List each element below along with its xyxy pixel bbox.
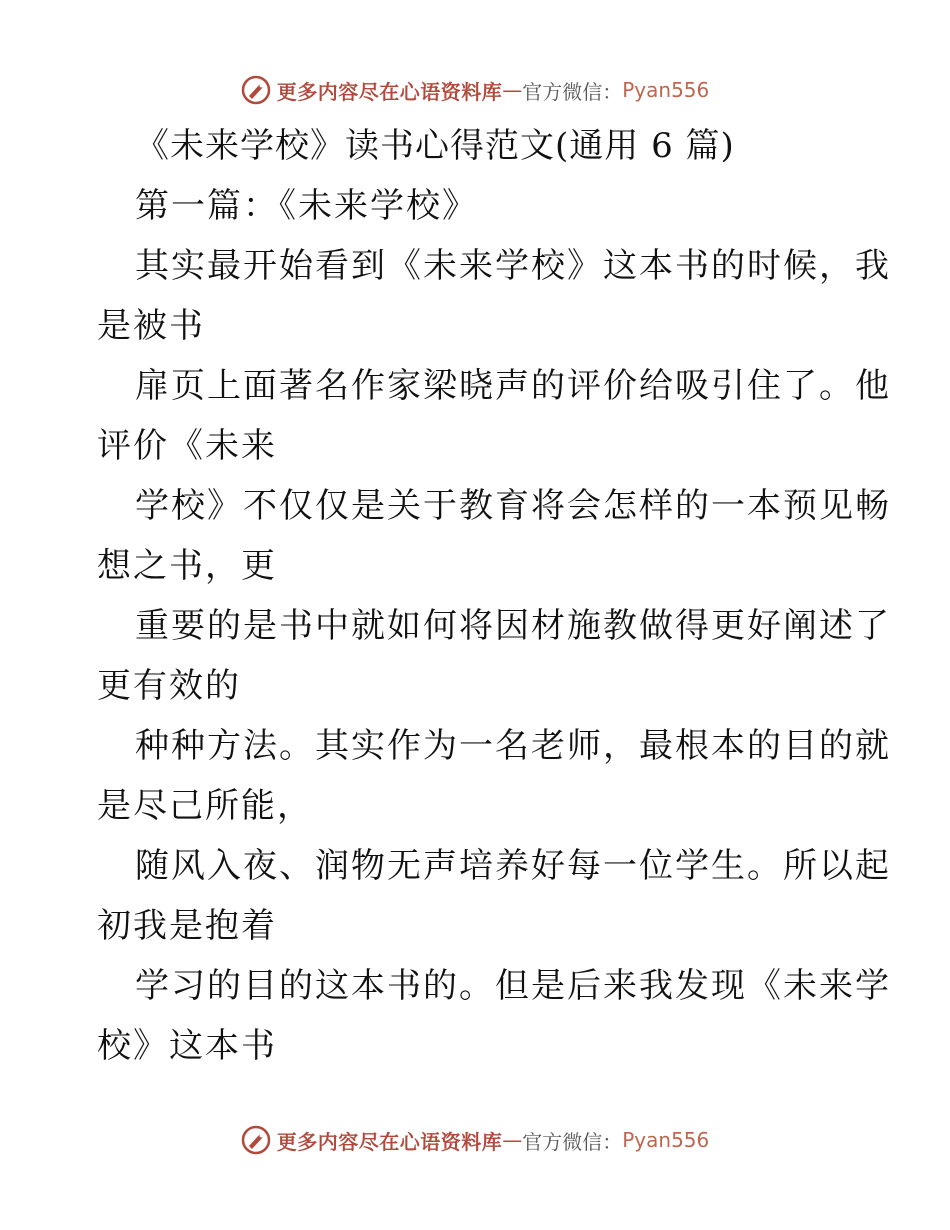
watermark-wechat-id: Pyan556 (622, 78, 710, 102)
document-body (97, 116, 891, 1076)
watermark-dash: — (502, 1128, 523, 1152)
paragraph-line: 是被书 (97, 306, 205, 346)
document-title: 《未来学校》读书心得范文(通用 6 篇) (135, 126, 735, 166)
paragraph-line: 重要的是书中就如何将因材施教做得更好阐述了 (135, 606, 891, 646)
footer-watermark (0, 1120, 950, 1160)
watermark-label: 官方微信： (522, 79, 623, 104)
watermark-site-text: 更多内容尽在心语资料库 (276, 79, 503, 104)
paragraph-line: 学校》不仅仅是关于教育将会怎样的一本预见畅 (135, 486, 891, 526)
paragraph-line: 是尽己所能， (97, 786, 313, 826)
paragraph-line: 评价《未来 (97, 426, 277, 466)
paragraph-line: 扉页上面著名作家梁晓声的评价给吸引住了。他 (135, 366, 891, 406)
pen-logo-icon (241, 1125, 271, 1155)
watermark-wechat-id: Pyan556 (622, 1128, 710, 1152)
watermark-site-text: 更多内容尽在心语资料库 (276, 1129, 503, 1154)
pen-logo-icon (241, 75, 271, 105)
section-heading: 第一篇：《未来学校》 (135, 186, 478, 226)
paragraph-line: 校》这本书 (97, 1026, 277, 1066)
paragraph-line: 种种方法。其实作为一名老师，最根本的目的就 (135, 726, 891, 766)
paragraph-line: 初我是抱着 (97, 906, 277, 946)
paragraph-line: 学习的目的这本书的。但是后来我发现《未来学 (135, 966, 891, 1006)
paragraph-line: 其实最开始看到《未来学校》这本书的时候，我 (135, 246, 891, 286)
paragraph-line: 随风入夜、润物无声培养好每一位学生。所以起 (135, 846, 891, 886)
paragraph-line: 想之书，更 (97, 546, 277, 586)
paragraph-line: 更有效的 (97, 666, 241, 706)
header-watermark (0, 70, 950, 110)
watermark-dash: — (502, 78, 523, 102)
watermark-label: 官方微信： (522, 1129, 623, 1154)
